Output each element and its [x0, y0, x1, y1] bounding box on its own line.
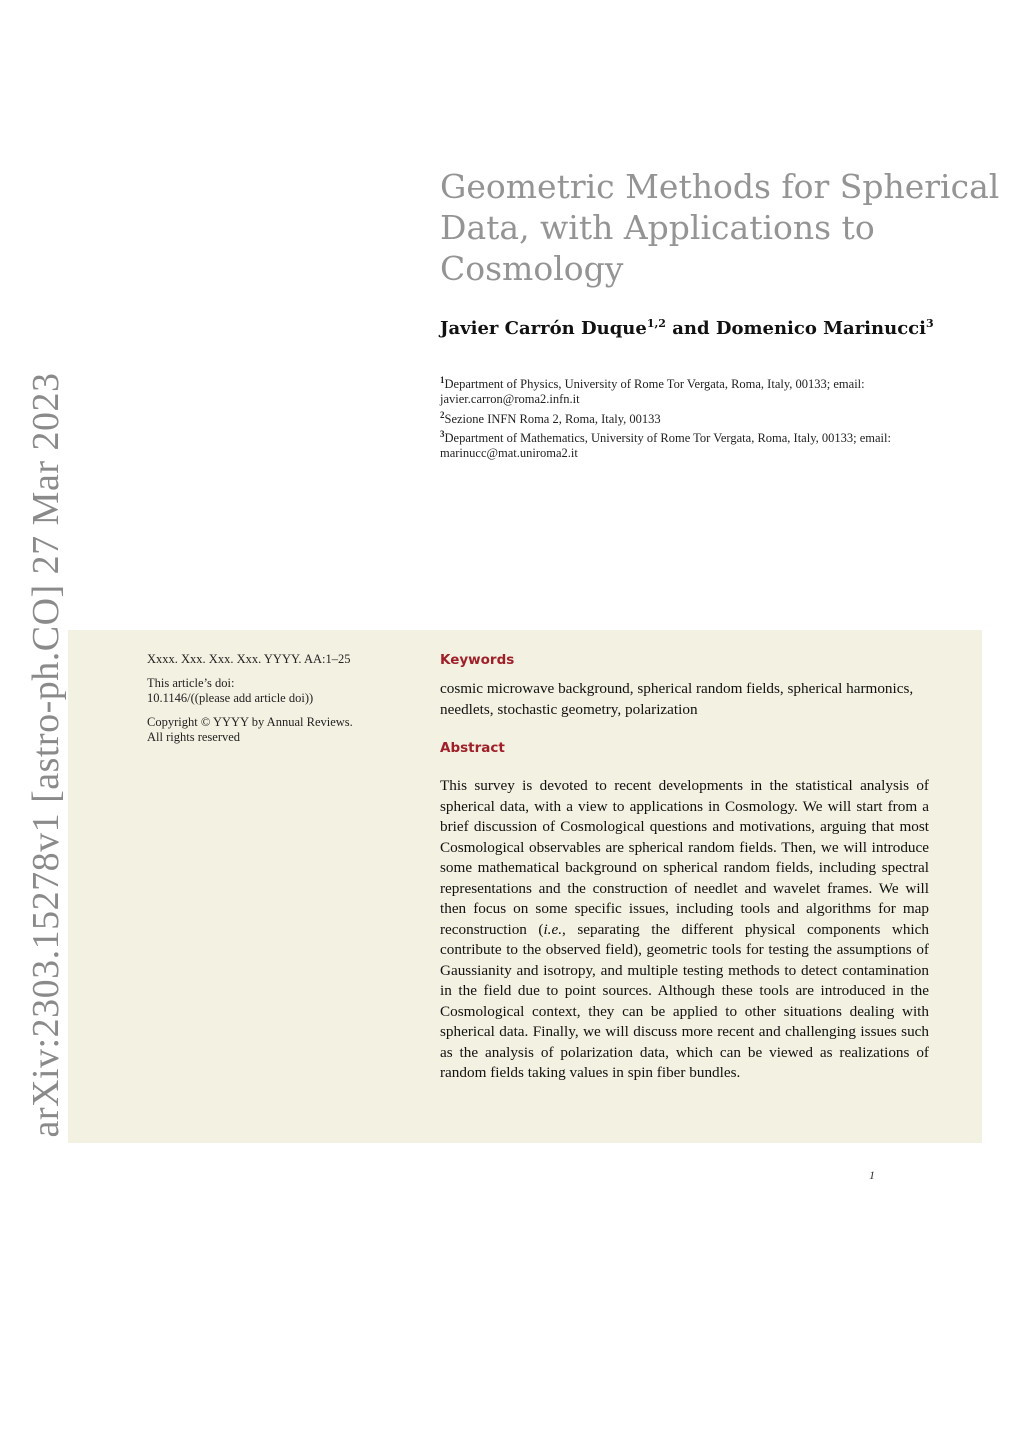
affiliation-1-number: 1	[440, 375, 445, 385]
paper-title: Geometric Methods for Spherical Data, with Applications to Cosmology	[440, 167, 1000, 288]
affiliation-1	[440, 373, 950, 408]
abstract-part-2: , separating the different physical components which contribute to the observed field), geometric tools for testing the assumptions of Gaussianity and isotropy, and multiple testing methods to detect contamination in the field due to point sources. Although these tools are introduced in the Cosmological context, they can be applied to other situations dealing with spherical data. Finally, we will discuss more recent and challenging issues such as the analysis of polarization data, which can be viewed as realizations of random fields taking values in spin fiber bundles.	[440, 920, 929, 1081]
author-first-affil: 1,2	[646, 317, 666, 330]
doi-value: 10.1146/((please add article doi))	[147, 691, 314, 705]
doi-block	[147, 676, 417, 706]
affiliations	[440, 373, 950, 461]
affiliation-3-text: Department of Mathematics, University of Rome Tor Vergata, Roma, Italy, 00133; email: marinucc@mat.uniroma2.it	[440, 431, 891, 461]
abstract-heading: Abstract	[440, 740, 505, 756]
affiliation-1-text: Department of Physics, University of Rome Tor Vergata, Roma, Italy, 00133; email: javier.carron@roma2.infn.it	[440, 377, 865, 407]
author-second-affil: 3	[925, 317, 934, 330]
author-conjunction: and	[665, 318, 716, 339]
arxiv-stamp: arXiv:2303.15278v1 [astro-ph.CO] 27 Mar 2023	[25, 372, 67, 1138]
copyright-line: Copyright © YYYY by Annual Reviews.	[147, 715, 353, 729]
page-number: 1	[869, 1168, 875, 1182]
affiliation-2-number: 2	[440, 409, 445, 420]
keywords-text: cosmic microwave background, spherical random fields, spherical harmonics, needlets, stochastic geometry, polarization	[440, 680, 914, 718]
affiliation-2	[440, 408, 950, 427]
abstract-part-1: This survey is devoted to recent developments in the statistical analysis of spherical data, with a view to applications in Cosmology. We will start from a brief discussion of Cosmological questions and motivations, arguing that most Cosmological observables are spherical random fields. Then, we will introduce some mathematical background on spherical random fields, including spectral representations and the construction of needlet and wavelet frames. We will then focus on some specific issues, including tools and algorithms for map reconstruction (	[440, 777, 929, 938]
journal-line: Xxxx. Xxx. Xxx. Xxx. YYYY. AA:1–25	[147, 652, 351, 666]
doi-label: This article’s doi:	[147, 676, 235, 690]
affiliation-3	[440, 427, 950, 462]
keywords-heading: Keywords	[440, 652, 515, 668]
abstract-ie: i.e.	[543, 920, 563, 938]
article-meta	[147, 652, 417, 754]
affiliation-2-text: Sezione INFN Roma 2, Roma, Italy, 00133	[444, 411, 661, 426]
author-first: Javier Carrón Duque	[440, 318, 647, 339]
affiliation-3-number: 3	[440, 428, 445, 439]
rights-line: All rights reserved	[147, 730, 241, 744]
abstract-text	[440, 776, 929, 1084]
author-second: Domenico Marinucci	[715, 318, 926, 339]
author-list	[440, 312, 1000, 341]
copyright-block	[147, 715, 417, 745]
